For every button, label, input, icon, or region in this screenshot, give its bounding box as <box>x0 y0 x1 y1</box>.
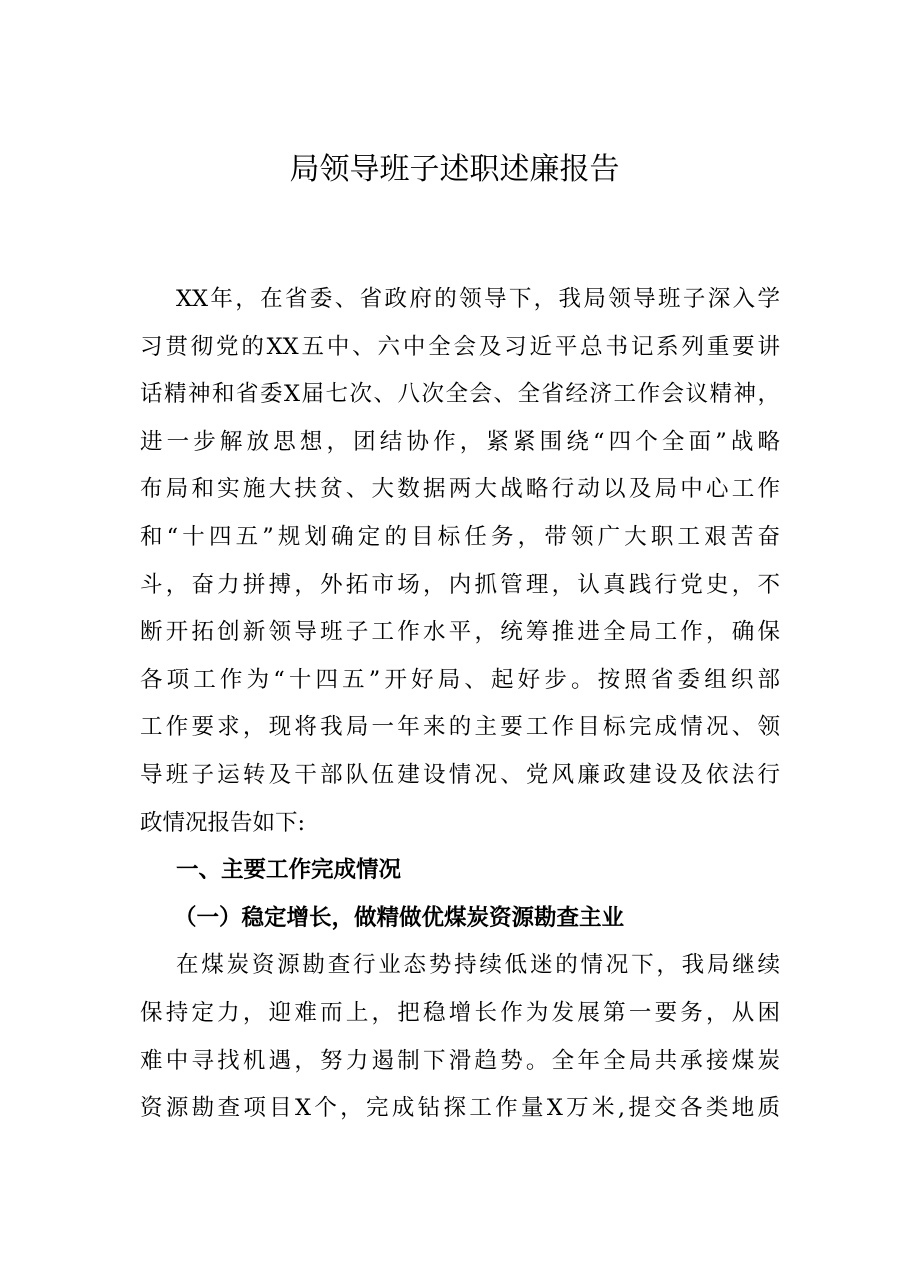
text-line: 布局和实施大扶贫、大数据两大战略行动以及局中心工作 <box>140 476 780 503</box>
text-line: 进一步解放思想，团结协作，紧紧围绕“四个全面”战略 <box>140 428 780 455</box>
text-line: 和“十四五”规划确定的目标任务，带领广大职工艰苦奋 <box>140 523 780 550</box>
document-body <box>140 276 780 1133</box>
text-line: 难中寻找机遇，努力遏制下滑趋势。全年全局共承接煤炭 <box>140 1047 780 1074</box>
subsection-heading: （一）稳定增长，做精做优煤炭资源勘查主业 <box>174 904 625 931</box>
document-title: 局领导班子述职述廉报告 <box>289 152 620 187</box>
text-line: 各项工作为“十四五”开好局、起好步。按照省委组织部 <box>140 666 780 693</box>
text-line: 断开拓创新领导班子工作水平，统筹推进全局工作，确保 <box>140 619 780 646</box>
text-line: 话精神和省委X届七次、八次全会、全省经济工作会议精神， <box>140 381 780 408</box>
text-line: 导班子运转及干部队伍建设情况、党风廉政建设及依法行 <box>140 761 780 788</box>
text-line: 习贯彻党的XX五中、六中全会及习近平总书记系列重要讲 <box>140 333 780 360</box>
text-line: 保持定力，迎难而上，把稳增长作为发展第一要务，从困 <box>140 999 780 1026</box>
text-line: 斗，奋力拼搏，外拓市场，内抓管理，认真践行党史，不 <box>140 571 780 598</box>
text-line: XX年，在省委、省政府的领导下，我局领导班子深入学 <box>176 286 780 312</box>
paragraph-intro <box>140 276 780 847</box>
text-line: 在煤炭资源勘查行业态势持续低迷的情况下，我局继续 <box>176 952 780 979</box>
paragraph-coal-exploration <box>140 942 780 1132</box>
text-line: 工作要求，现将我局一年来的主要工作目标完成情况、领 <box>140 714 780 741</box>
section-heading: 一、主要工作完成情况 <box>176 857 402 884</box>
text-line: 资源勘查项目X个，完成钻探工作量X万米,提交各类地质 <box>140 1095 780 1122</box>
text-line: 政情况报告如下: <box>140 809 306 836</box>
